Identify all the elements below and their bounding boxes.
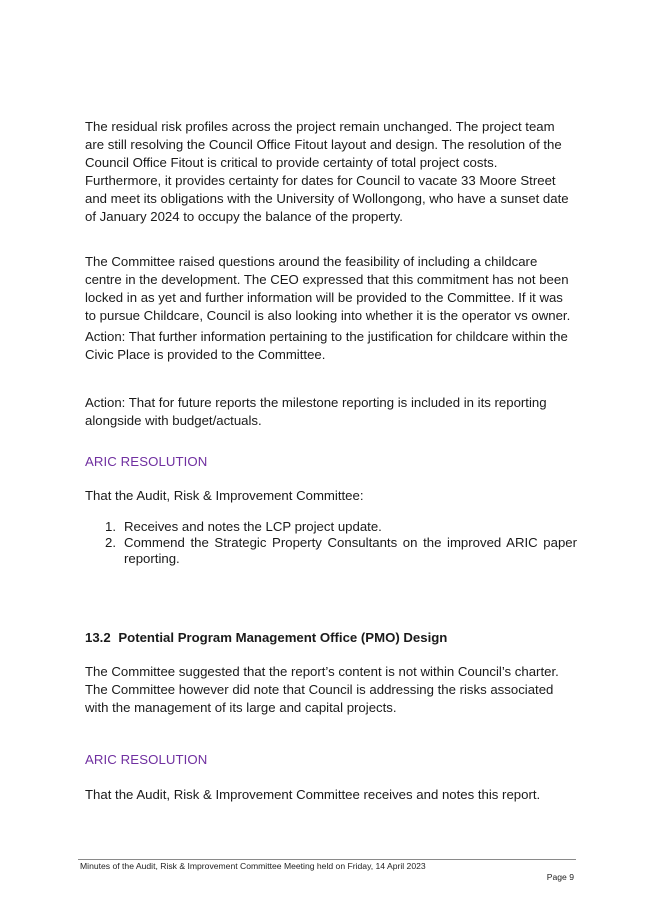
- paragraph-childcare: The Committee raised questions around the feasibility of including a childcare centre in the development. The CEO expressed that this commitment has not been locked in as yet and further information will be provided to the Committee. If it was to pursue Childcare, Council is also looking into whether it is the operator vs owner.: [85, 254, 571, 323]
- list-item-text: Commend the Strategic Property Consultants on the improved ARIC paper reporting.: [124, 535, 577, 566]
- paragraph-action-milestone: Action: That for future reports the milestone reporting is included in its reporting alongside with budget/actuals.: [85, 395, 547, 428]
- list-item-text: Receives and notes the LCP project update.: [124, 519, 382, 534]
- list-item-number: 1.: [105, 519, 116, 534]
- footer-divider: [78, 859, 576, 860]
- section-heading: [85, 629, 447, 647]
- section-title: Potential Program Management Office (PMO) Design: [118, 630, 448, 645]
- list-item-number: 2.: [105, 535, 116, 550]
- resolution-heading-2: ARIC RESOLUTION: [85, 752, 208, 767]
- paragraph-residual-risk: The residual risk profiles across the project remain unchanged. The project team are still resolving the Council Office Fitout layout and design. The resolution of the Council Office Fitout is critical to provide certainty of total project costs. Furthermore, it provides certainty for dates for Council to vacate 33 Moore Street and meet its obligations with the University of Wollongong, who have a sunset date of January 2024 to occupy the balance of the property.: [85, 119, 569, 224]
- resolution-heading: ARIC RESOLUTION: [85, 454, 208, 469]
- page-number: Page 9: [546, 872, 574, 882]
- footer-meeting-text: Minutes of the Audit, Risk & Improvement Committee Meeting held on Friday, 14 April 2023: [80, 861, 426, 871]
- paragraph-action-childcare: Action: That further information pertaining to the justification for childcare within the Civic Place is provided to the Committee.: [85, 329, 568, 362]
- section-number: 13.2: [85, 630, 111, 645]
- resolution-list: [85, 519, 577, 567]
- resolution-intro: That the Audit, Risk & Improvement Committee:: [85, 488, 364, 503]
- list-item: [85, 535, 577, 567]
- list-item: [85, 519, 577, 535]
- resolution-text-2: That the Audit, Risk & Improvement Committee receives and notes this report.: [85, 787, 541, 802]
- section-body: The Committee suggested that the report’s content is not within Council’s charter. The Committee however did note that Council is addressing the risks associated with the management of its large and capital projects.: [85, 664, 559, 715]
